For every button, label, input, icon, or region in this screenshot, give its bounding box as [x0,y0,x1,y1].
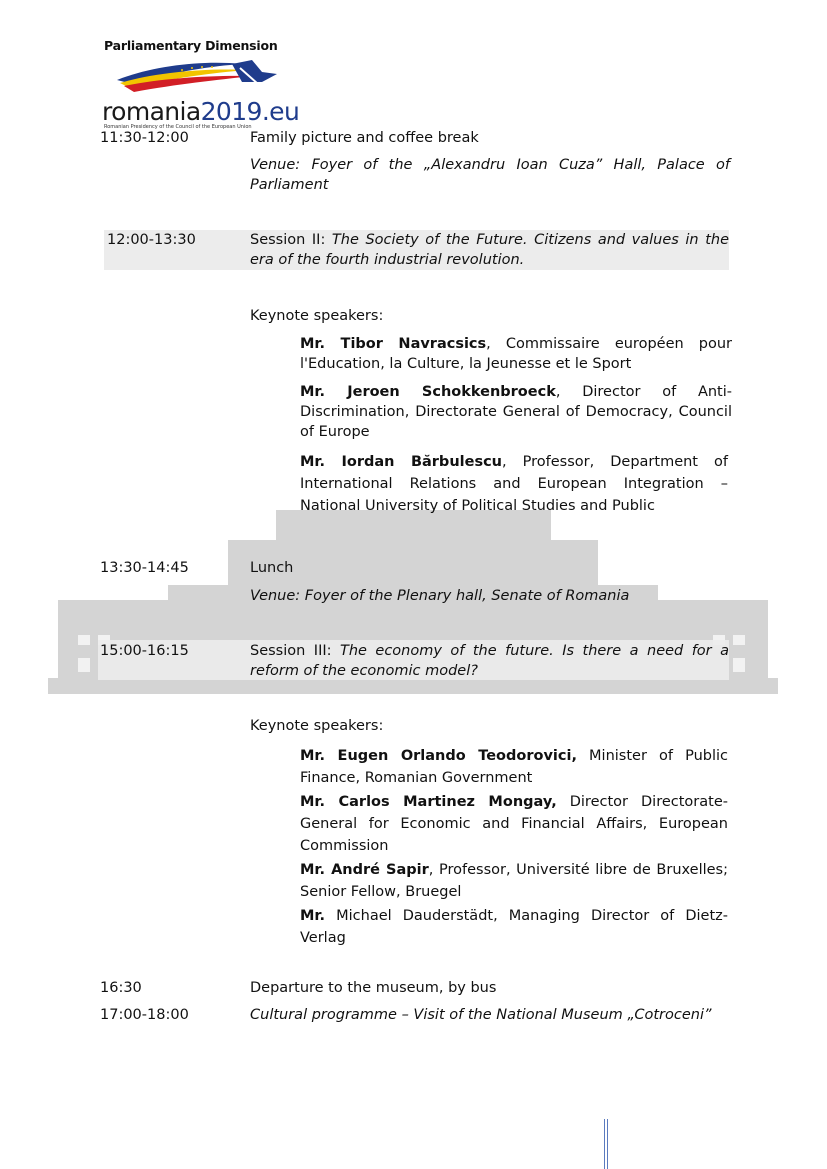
session-3-time: 15:00-16:15 [100,643,189,659]
session-2-keynote-label: Keynote speakers: [250,308,384,324]
speaker-teodorovici: Mr. Eugen Orlando Teodorovici, Minister of Public Finance, Romanian Government [300,748,728,786]
header-title: Parliamentary Dimension [104,38,278,53]
departure-title: Departure to the museum, by bus [250,980,497,996]
presidency-logo-icon [112,58,282,98]
footer-line-left [604,1119,605,1169]
speaker-mongay: Mr. Carlos Martinez Mongay, Director Directorate-General for Economic and Financial Affairs, European Commission [300,794,728,854]
session-2-time: 12:00-13:30 [107,232,196,248]
departure-time: 16:30 [100,980,142,996]
speaker-sapir: Mr. André Sapir, Professor, Université libre de Bruxelles; Senior Fellow, Bruegel [300,862,728,900]
session-2-heading: Session II: The Society of the Future. Citizens and values in the era of the fourth industrial revolution. [250,232,729,268]
logo-wordmark: romania2019.eu [102,97,300,126]
break-time: 11:30-12:00 [100,130,189,146]
logo-subtitle: Romanian Presidency of the Council of the European Union [104,124,252,130]
lunch-time: 13:30-14:45 [100,560,189,576]
lunch-venue: Venue: Foyer of the Plenary hall, Senate of Romania [250,588,630,604]
speaker-dauderstadt: Mr. Michael Dauderstädt, Managing Director of Dietz-Verlag [300,908,728,946]
cultural-time: 17:00-18:00 [100,1007,189,1023]
session-3-heading: Session III: The economy of the future. Is there a need for a reform of the economic model? [250,643,729,679]
break-venue: Venue: Foyer of the „Alexandru Ioan Cuza” Hall, Palace of Parliament [250,157,730,193]
speaker-barbulescu: Mr. Iordan Bărbulescu, Professor, Department of International Relations and European Integration – National University of Political Studies and Public [300,454,728,514]
lunch-title: Lunch [250,560,294,576]
footer-line-right [607,1119,608,1169]
session-3-keynote-label: Keynote speakers: [250,718,384,734]
cultural-title: Cultural programme – Visit of the National Museum „Cotroceni” [250,1007,712,1023]
speaker-schokkenbroeck: Mr. Jeroen Schokkenbroeck, Director of Anti-Discrimination, Directorate General of Democracy, Council of Europe [300,384,733,440]
break-title: Family picture and coffee break [250,130,479,146]
speaker-navracsics: Mr. Tibor Navracsics, Commissaire européen pour l'Education, la Culture, la Jeunesse et le Sport [300,336,733,372]
